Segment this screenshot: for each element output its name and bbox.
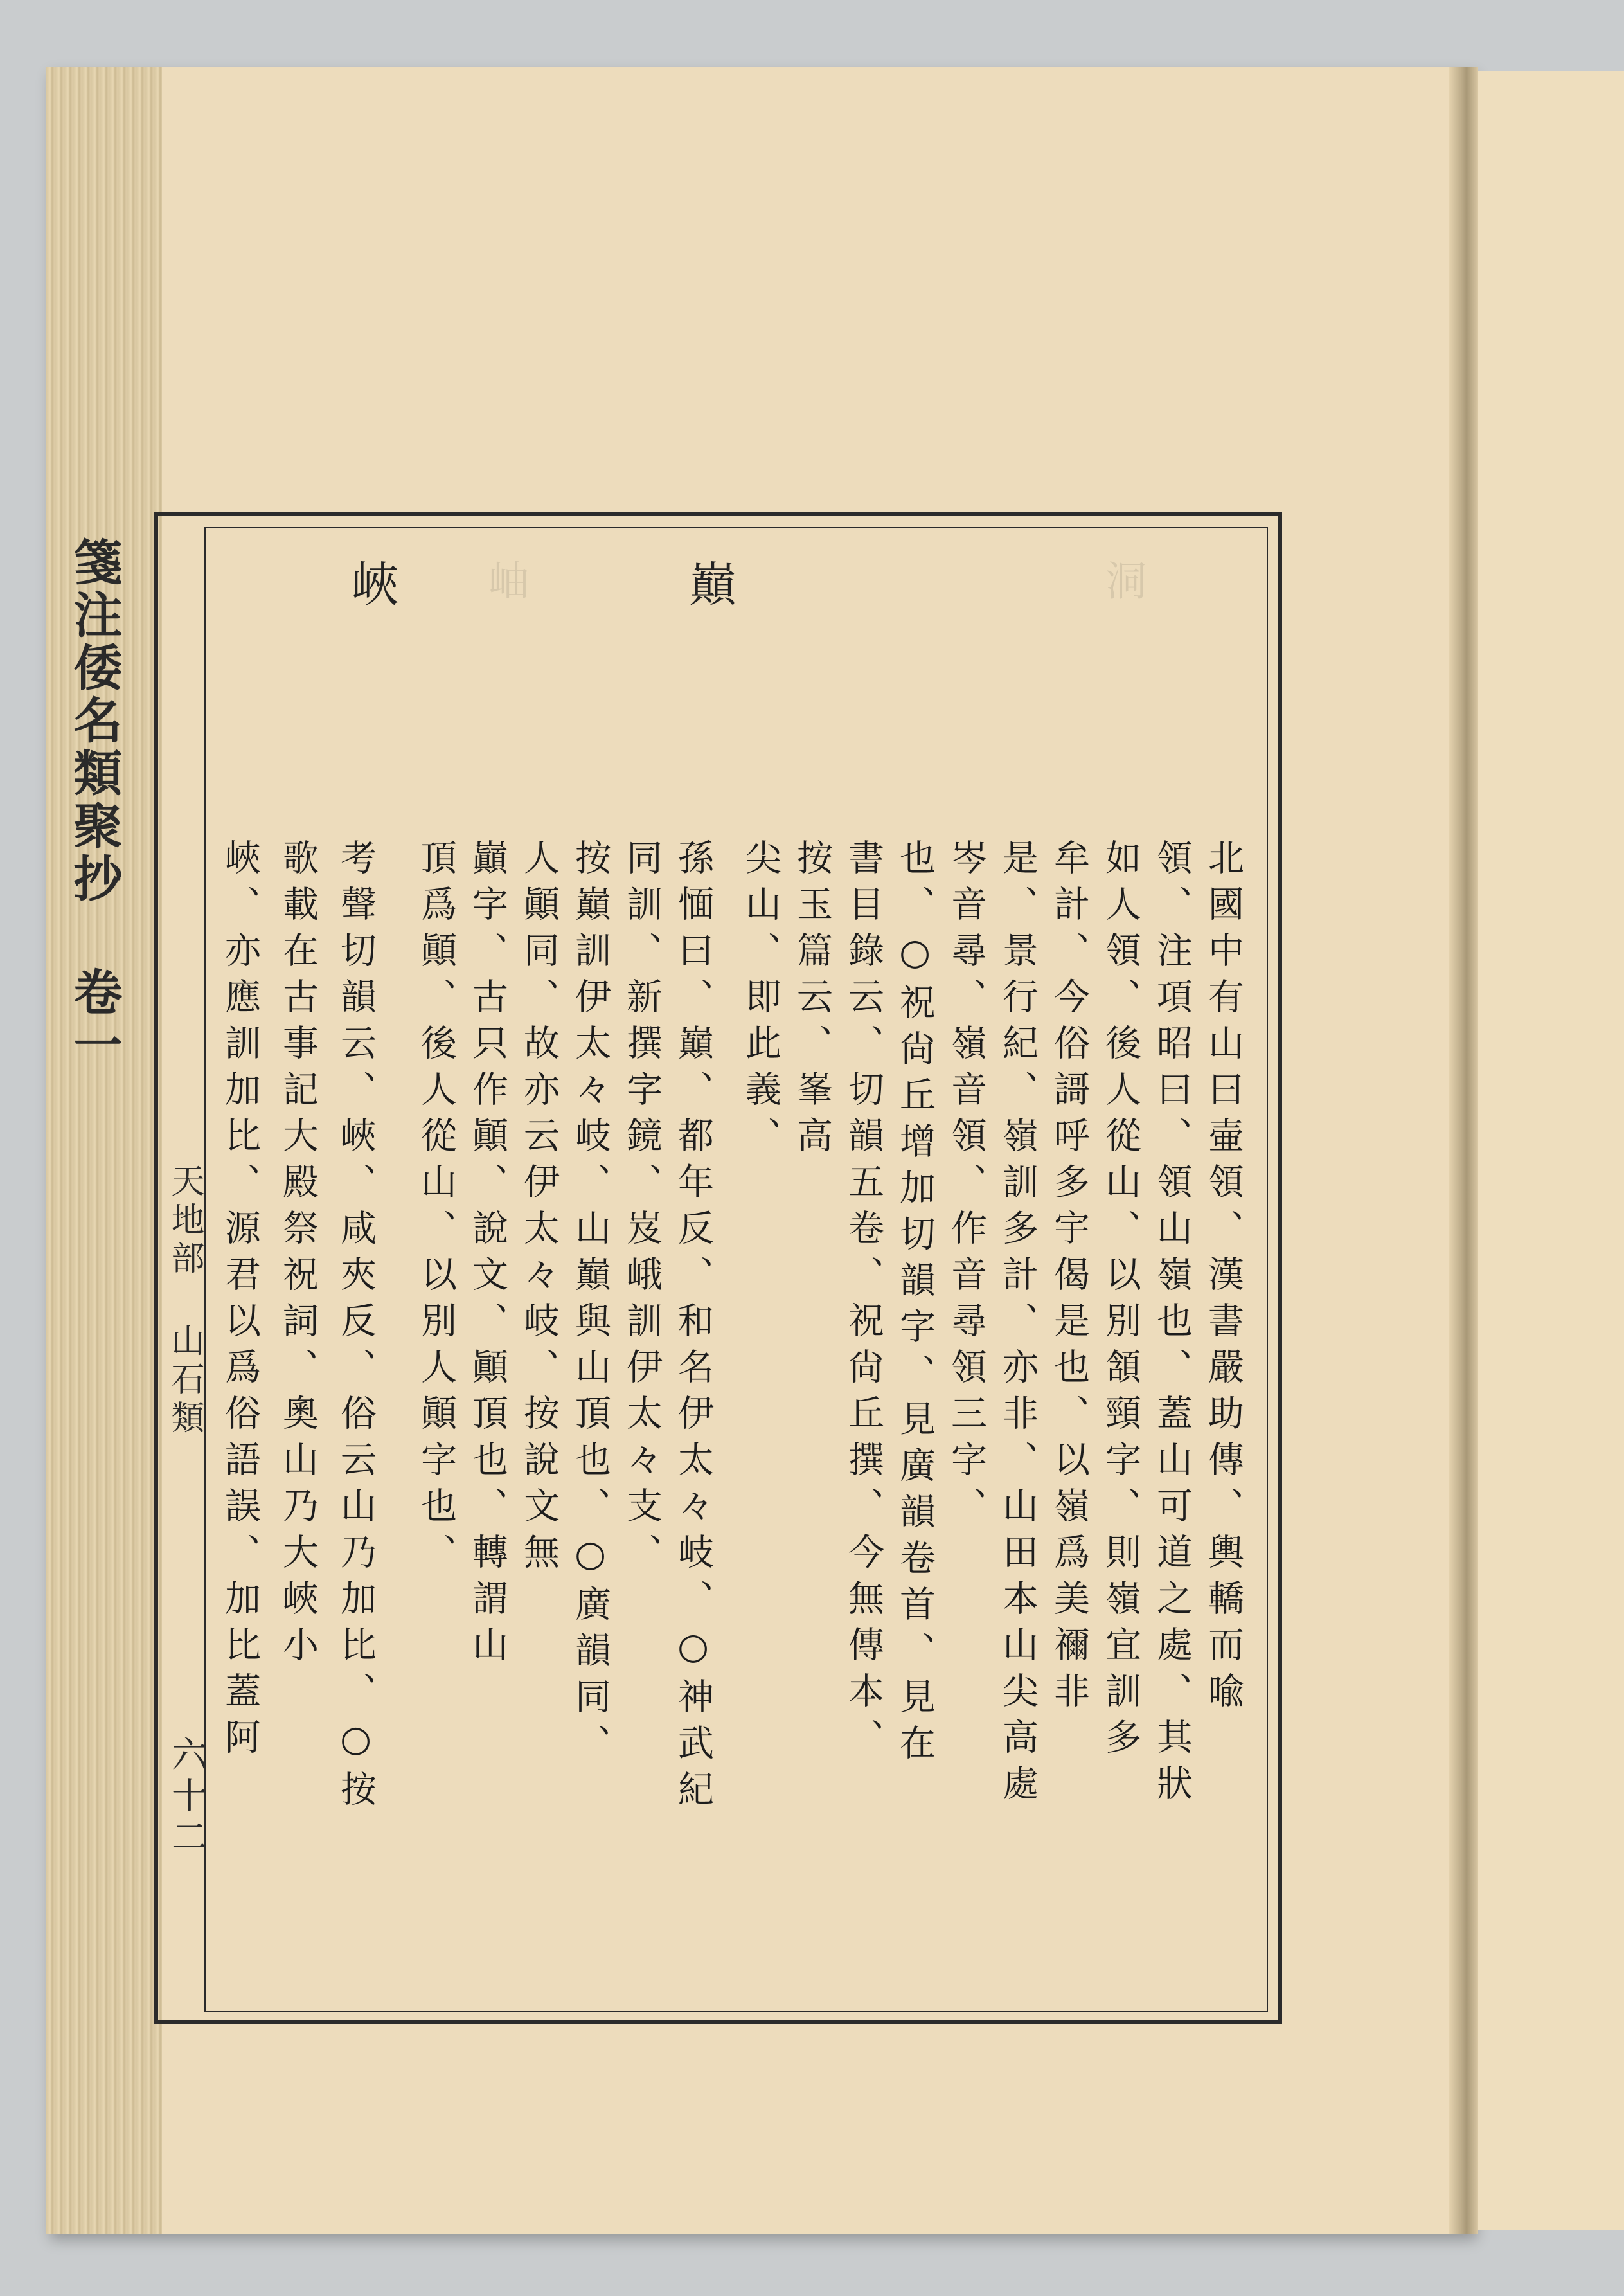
text-column: 歌載在古事記大殿祭祝詞、奧山乃大峽小 [277,839,319,1672]
text-column: 峽、亦應訓加比、源君以爲俗語誤、加比蓋阿 [219,839,261,1764]
text-column: 尖山、即此義、 [740,839,781,1163]
text-column: 岑音尋、嶺音領、作音尋領三字、 [945,839,987,1533]
text-column: 牟計、今俗謌呼多宇偈是也、以嶺爲美禰非 [1048,839,1090,1718]
text-column: 同訓、新撰字鏡、岌峨訓伊太々支、 [621,839,663,1579]
text-column: 孫愐曰、巔、都年反、和名伊太々岐、○神武紀 [672,839,714,1816]
text-column: 人顚同、故亦云伊太々岐、按說文無 [518,839,560,1579]
text-column: 是、景行紀、嶺訓多計、亦非、山田本山尖高處 [997,839,1039,1811]
margin-book-title: 箋注倭名類聚抄 卷一 [66,537,123,1072]
text-column: 領、注項昭曰、領山嶺也、蓋山可道之處、其狀 [1151,839,1193,1811]
heading-dian: 巔 [681,559,736,620]
text-column: 書目錄云、切韻五卷、祝尙丘撰、今無傳本、 [843,839,884,1764]
facing-page [1478,71,1624,2230]
margin-section: 天地部 山石類 [165,1163,204,1439]
text-column: 北國中有山曰壷領、漢書嚴助傳、輿轎而喩 [1202,839,1244,1718]
text-column: 巓字、古只作顚、說文、顚頂也、轉謂山 [467,839,508,1672]
book-gutter [1449,67,1478,2234]
margin-page-number: 六十二 [166,1735,208,1859]
text-column: 按巔訓伊太々岐、山巔與山頂也、○廣韻同、 [569,839,611,1770]
heading-xia: 峽 [344,559,399,620]
text-column: 如人領、後人從山、以別頷頸字、則嶺宜訓多 [1100,839,1141,1764]
bleed-through-text: 岫 [481,559,529,613]
text-column: 也、○祝尙丘增加切韻字、見廣韻卷首、見在 [894,839,936,1770]
page-edges [46,67,162,2234]
bleed-through-text: 洞 [1098,559,1146,613]
text-column: 考聲切韻云、峽、咸夾反、俗云山乃加比、○按 [335,839,377,1816]
text-column: 按玉篇云、峯高 [791,839,833,1163]
text-column: 頂爲顚、後人從山、以別人顚字也、 [415,839,457,1579]
